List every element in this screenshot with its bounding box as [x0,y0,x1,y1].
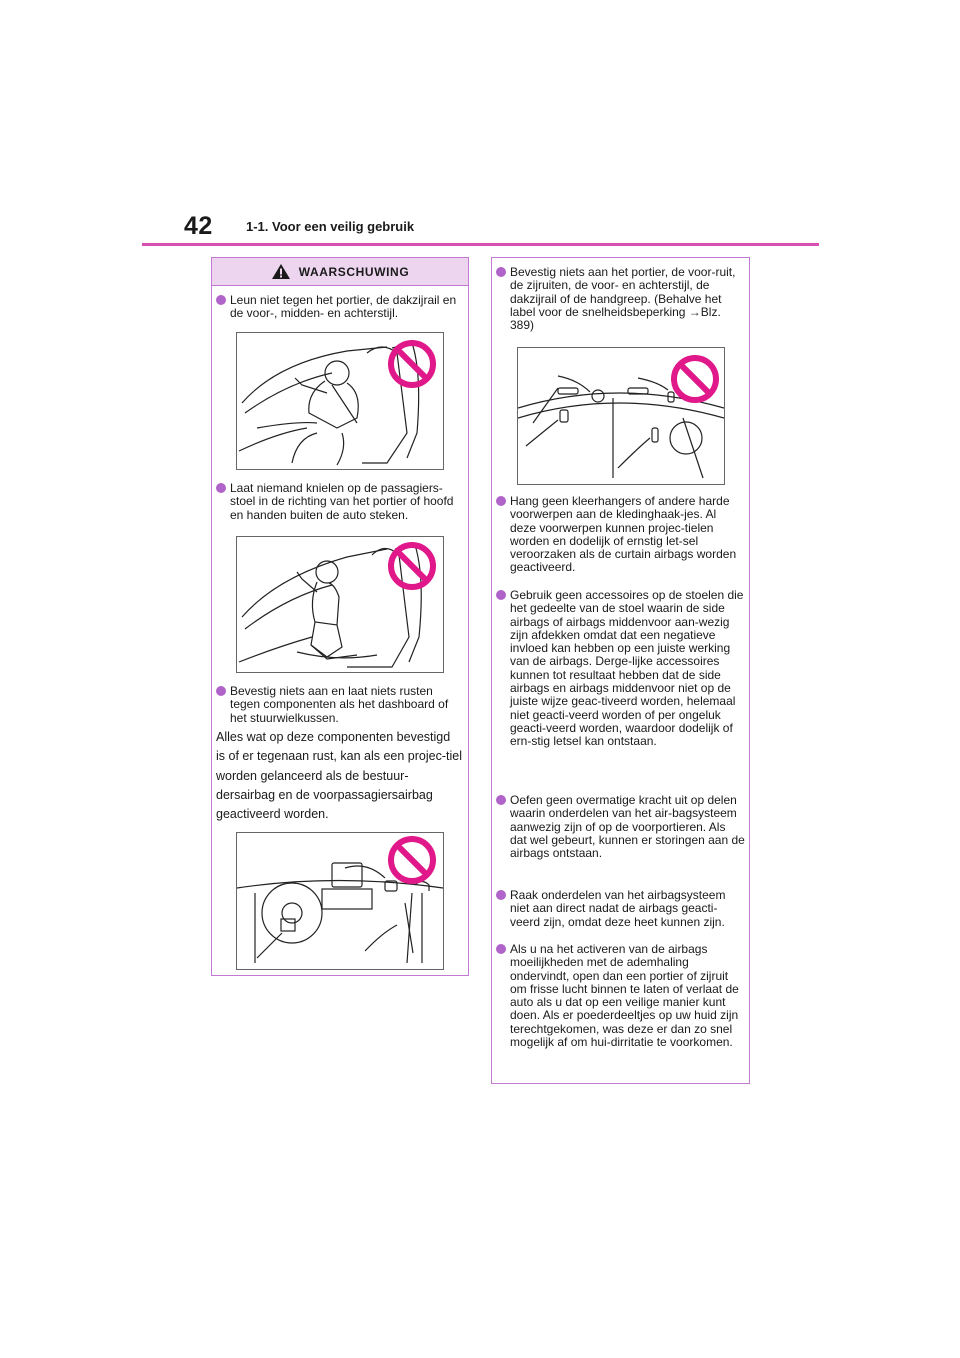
warning-paragraph: Alles wat op deze componenten bevestigd is of er tegenaan rust, kan als een projec-tiel worden gelanceerd als de bestuur-dersairbag en de voorpassagiersairbag geactiveerd worden. [216,730,462,822]
list-item [496,495,745,575]
list-item-text: Laat niemand knielen op de passagiers-stoel in de richting van het portier of hoofd en handen buiten de auto steken. [230,481,454,522]
bullet [496,267,506,277]
bullet [496,795,506,805]
list-item-text: Raak onderdelen van het airbagsysteem niet aan direct nadat de airbags geacti-veerd zijn, omdat deze heet kunnen zijn. [510,888,726,929]
warning-title: WAARSCHUWING [298,264,410,279]
illustration-leaning-on-door [236,332,444,470]
bullet [496,496,506,506]
list-item-text: Als u na het activeren van de airbags moeilijkheden met de ademhaling ondervindt, open dan een portier of zijruit om frisse lucht binnen te laten of verlaat de auto als u dat op een veilige manier kunt doen. Als er poederdeeltjes op uw huid zijn terechtgekomen, was deze er dan zo snel mogelijk af om hui-dirritatie te voorkomen. [510,942,739,1050]
list-item-text: Bevestig niets aan het portier, de voor-ruit, de zijruiten, de voor- en achterstijl, de dakzijrail of de handgreep. (Behalve het label voor de snelheidsbeperking →Blz. 389) [510,265,736,333]
prohibition-icon [387,541,437,591]
warning-triangle-icon [271,263,291,280]
bullet [496,944,506,954]
bullet [496,590,506,600]
list-item [216,482,464,522]
list-item [496,266,745,332]
list-item [496,794,745,860]
list-item [496,889,745,929]
warning-header [212,258,468,286]
bullet [216,483,226,493]
section-title: 1-1. Voor een veilig gebruik [246,219,415,234]
list-item-text: Bevestig niets aan en laat niets rusten tegen componenten als het dashboard of het stuurwielkussen. [230,684,449,725]
list-item [496,943,745,1049]
prohibition-icon [387,835,437,885]
illustration-windshield-objects [517,347,725,485]
list-item [496,589,745,749]
prohibition-icon [387,339,437,389]
bullet [216,295,226,305]
list-item [216,294,464,321]
list-item [216,685,464,725]
page-number: 42 [184,212,213,240]
list-item-text: Oefen geen overmatige kracht uit op delen waarin onderdelen van het air-bagsysteem aanwezig zijn of op de voorportieren. Als dat wel gebeurt, kunnen er storingen aan de airbags ontstaan. [510,793,745,861]
illustration-kneeling-on-seat [236,536,444,673]
list-item-text: Gebruik geen accessoires op de stoelen die het gedeelte van de stoel waarin de side airbags of airbags middenvoor aan-wezig zijn afdekken omdat dat een negatieve invloed kan hebben op een juiste werking van de airbags. Derge-lijke accessoires kunnen tot resultaat hebben dat de side airbags en airbags middenvoor niet op de juiste wijze geac-tiveerd worden, helemaal niet geacti-veerd worden of per ongeluk geacti-veerd worden, waardoor dodelijk of ern-stig letsel kan ontstaan. [510,588,744,749]
warning-box-right [491,257,750,1084]
list-item-text: Leun niet tegen het portier, de dakzijrail en de voor-, midden- en achterstijl. [230,293,457,321]
list-item-text: Hang geen kleerhangers of andere harde voorwerpen aan de kledinghaak-jes. Al deze voorwerpen kunnen projec-tielen worden en dodelijk of ernstig let-sel veroorzaken als de curtain airbags worden geactiveerd. [510,494,737,575]
warning-box-left [211,257,469,976]
bullet [496,890,506,900]
illustration-dashboard-objects [236,832,444,970]
header-rule [142,243,819,246]
bullet [216,686,226,696]
prohibition-icon [670,354,720,404]
